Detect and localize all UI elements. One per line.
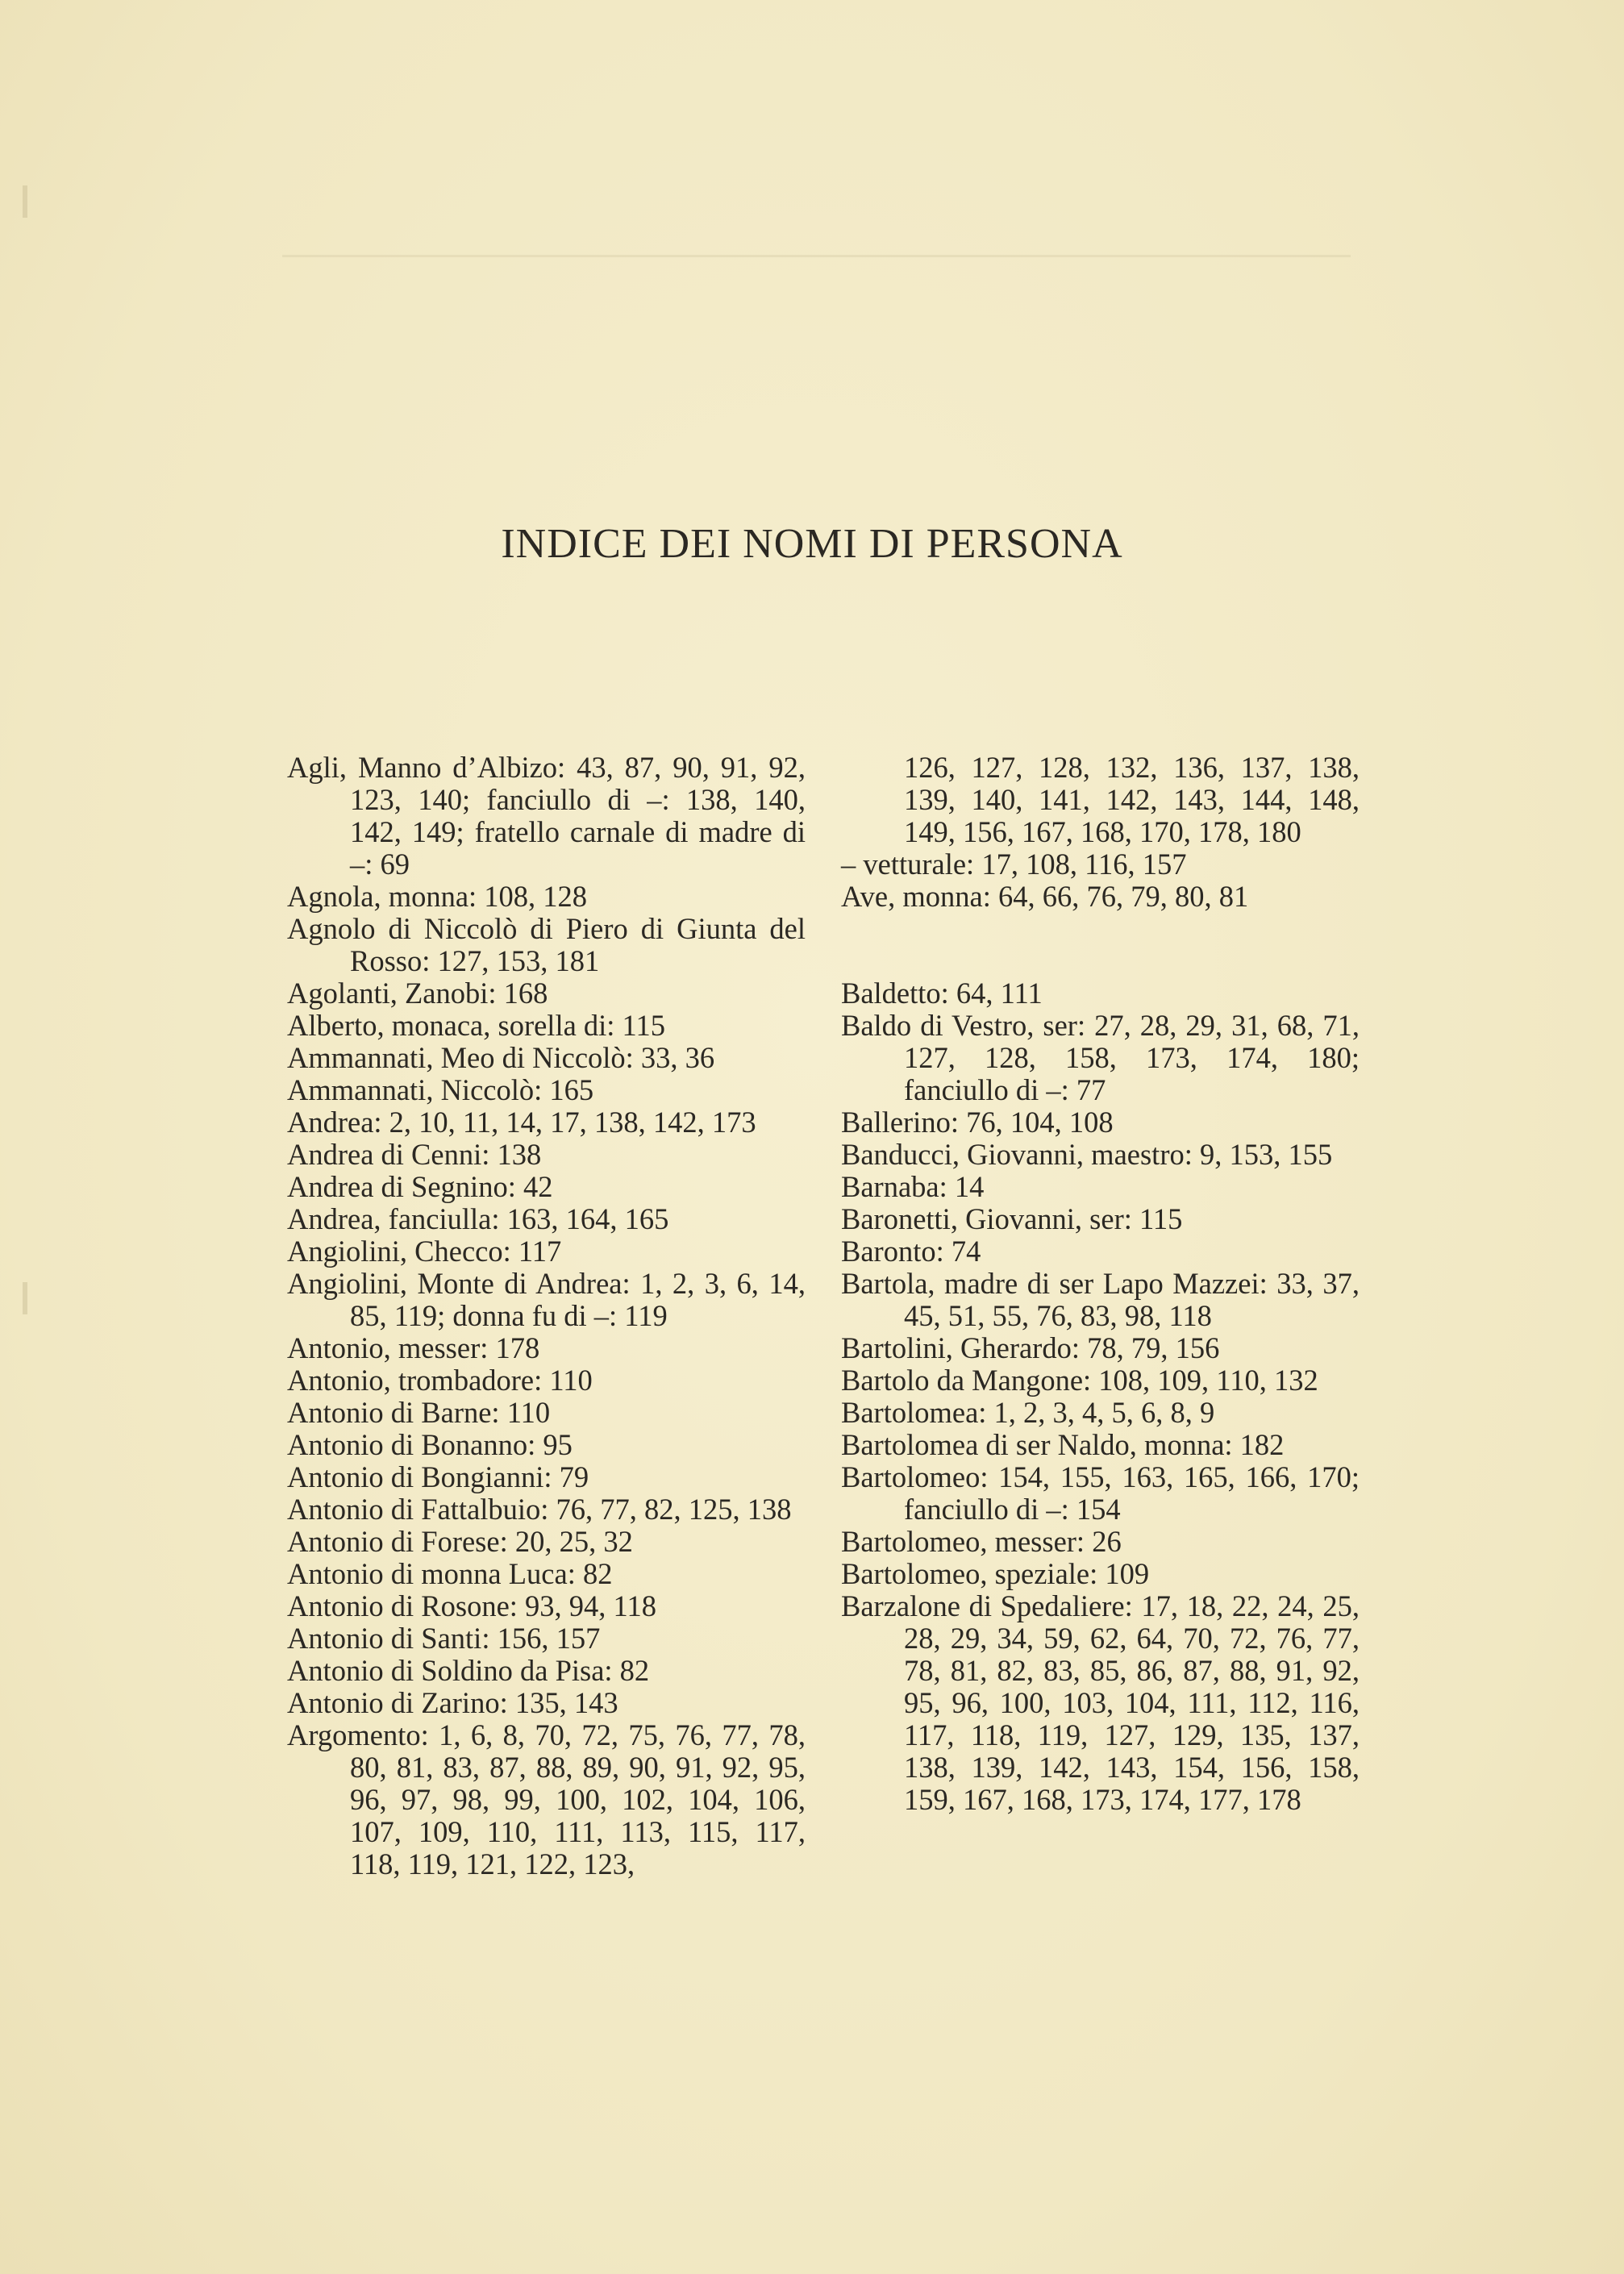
index-entry: – vetturale: 17, 108, 116, 157: [841, 848, 1187, 881]
index-entry: Antonio di Forese: 20, 25, 32: [287, 1525, 633, 1558]
index-entry: Andrea, fanciulla: 163, 164, 165: [287, 1202, 669, 1235]
index-entry: Antonio di monna Luca: 82: [287, 1557, 613, 1590]
index-entry: Antonio di Soldino da Pisa: 82: [287, 1654, 650, 1687]
index-entry: Argomento: 1, 6, 8, 70, 72, 75, 76, 77, 78, 80, 81, 83, 87, 88, 89, 90, 91, 92, 95, 96, 97, 98, 99, 100, 102, 104, 106, 107, 109, 110, 111, 113, 115, 117, 118, 119, 121, 122, 123,: [287, 1718, 806, 1880]
index-entry: Angiolini, Checco: 117: [287, 1235, 562, 1268]
index-entry: Agnola, monna: 108, 128: [287, 880, 588, 913]
page-title: INDICE DEI NOMI DI PERSONA: [501, 521, 1123, 567]
index-entry: Andrea: 2, 10, 11, 14, 17, 138, 142, 173: [287, 1106, 756, 1139]
index-entry: Antonio di Santi: 156, 157: [287, 1622, 601, 1655]
index-entry: Agolanti, Zanobi: 168: [287, 977, 548, 1010]
index-entry: Ave, monna: 64, 66, 76, 79, 80, 81: [841, 880, 1249, 913]
index-entry: Bartolomea di ser Naldo, monna: 182: [841, 1428, 1285, 1461]
index-section-b: [841, 977, 1360, 1816]
index-entry: Baronto: 74: [841, 1235, 981, 1268]
index-entry: Bartolomeo, messer: 26: [841, 1525, 1122, 1558]
index-entry: Baldo di Vestro, ser: 27, 28, 29, 31, 68, 71, 127, 128, 158, 173, 174, 180; fanciullo di –: 77: [841, 1009, 1360, 1106]
binding-mark: [23, 185, 27, 218]
index-entry: Angiolini, Monte di Andrea: 1, 2, 3, 6, 14, 85, 119; donna fu di –: 119: [287, 1267, 806, 1332]
index-entry: Agli, Manno d’Albizo: 43, 87, 90, 91, 92, 123, 140; fanciullo di –: 138, 140, 142, 149; fratello carnale di madre di –: 69: [287, 751, 806, 881]
binding-mark: [23, 1282, 27, 1314]
index-entry: Banducci, Giovanni, maestro: 9, 153, 155: [841, 1138, 1333, 1171]
index-entry: Antonio di Barne: 110: [287, 1396, 551, 1429]
index-column-left: [287, 752, 806, 1880]
index-entry: Baldetto: 64, 111: [841, 977, 1043, 1010]
index-entry: Antonio di Bongianni: 79: [287, 1460, 589, 1493]
index-entry: Bartolomea: 1, 2, 3, 4, 5, 6, 8, 9: [841, 1396, 1215, 1429]
index-entry: Andrea di Cenni: 138: [287, 1138, 542, 1171]
index-entry: Antonio di Rosone: 93, 94, 118: [287, 1589, 656, 1622]
index-entry: Antonio di Zarino: 135, 143: [287, 1686, 618, 1719]
index-entry: 126, 127, 128, 132, 136, 137, 138, 139, 140, 141, 142, 143, 144, 148, 149, 156, 167, 168, 170, 178, 180: [904, 751, 1360, 848]
index-entry: Bartolini, Gherardo: 78, 79, 156: [841, 1331, 1220, 1364]
index-entry: Antonio, trombadore: 110: [287, 1364, 593, 1397]
index-entry: Agnolo di Niccolò di Piero di Giunta del Rosso: 127, 153, 181: [287, 912, 806, 977]
index-column-right: [841, 752, 1360, 1816]
section-gap: [841, 913, 1360, 977]
index-entry: Antonio di Bonanno: 95: [287, 1428, 573, 1461]
index-section-a-continued: [841, 752, 1360, 913]
index-entry: Bartola, madre di ser Lapo Mazzei: 33, 37, 45, 51, 55, 76, 83, 98, 118: [841, 1267, 1360, 1332]
index-entry: Bartolomeo, speziale: 109: [841, 1557, 1150, 1590]
index-entry: Ballerino: 76, 104, 108: [841, 1106, 1114, 1139]
bleed-through-rule: [282, 255, 1351, 257]
index-entry: Bartolo da Mangone: 108, 109, 110, 132: [841, 1364, 1318, 1397]
index-entry: Andrea di Segnino: 42: [287, 1170, 553, 1203]
index-entry: Ammannati, Niccolò: 165: [287, 1073, 594, 1106]
index-entry: Ammannati, Meo di Niccolò: 33, 36: [287, 1041, 715, 1074]
index-entry: Bartolomeo: 154, 155, 163, 165, 166, 170; fanciullo di –: 154: [841, 1460, 1360, 1526]
index-entry: Baronetti, Giovanni, ser: 115: [841, 1202, 1183, 1235]
index-entry: Alberto, monaca, sorella di: 115: [287, 1009, 665, 1042]
index-entry: Antonio di Fattalbuio: 76, 77, 82, 125, 138: [287, 1493, 792, 1526]
index-entry: Antonio, messer: 178: [287, 1331, 540, 1364]
index-entry: Barzalone di Spedaliere: 17, 18, 22, 24, 25, 28, 29, 34, 59, 62, 64, 70, 72, 76, 77, 78, 81, 82, 83, 85, 86, 87, 88, 91, 92, 95, 96, 100, 103, 104, 111, 112, 116, 117, 118, 119, 127, 129, 135, 137, 138, 139, 142, 143, 154, 156, 158, 159, 167, 168, 173, 174, 177, 178: [841, 1589, 1360, 1816]
index-entry: Barnaba: 14: [841, 1170, 985, 1203]
